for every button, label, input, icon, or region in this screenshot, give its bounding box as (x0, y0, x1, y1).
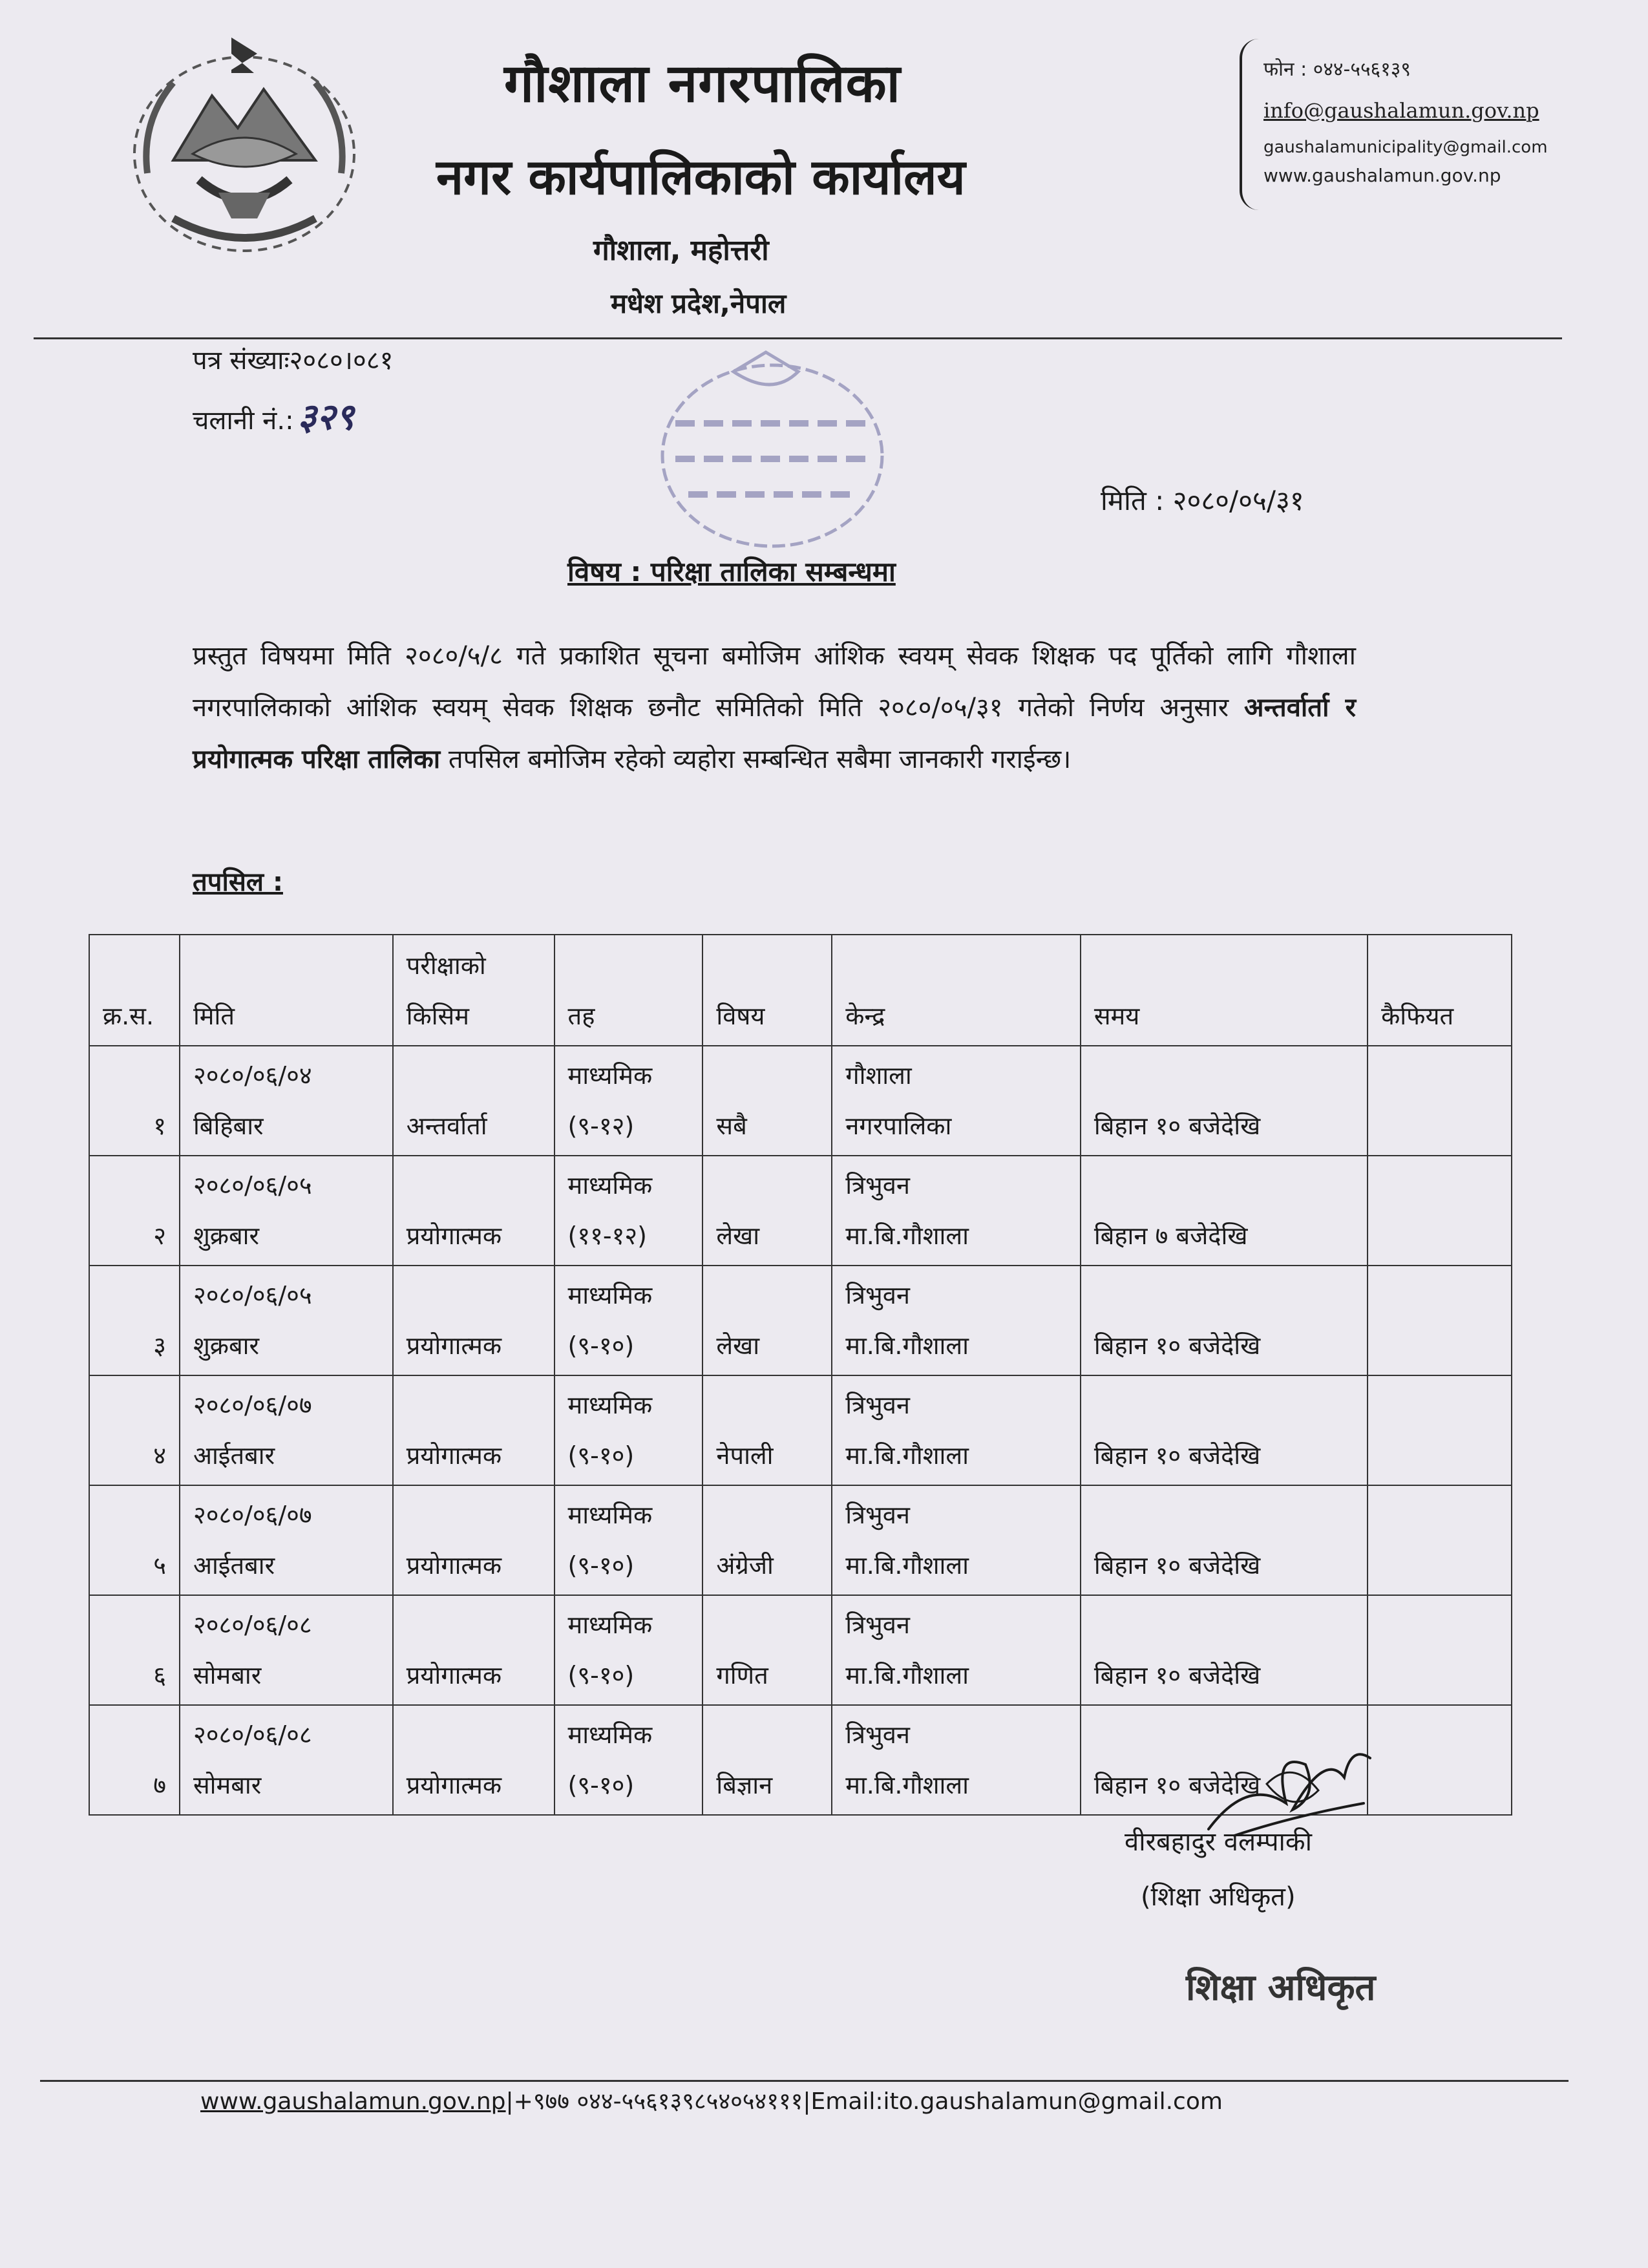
cell-date (180, 1375, 393, 1485)
cell-date-text: आईतबार (193, 1551, 275, 1580)
contact-phone: फोन : ०४४-५५६१३९ (1263, 58, 1411, 81)
cell-sn-text: ७ (153, 1771, 166, 1799)
cell-subject (703, 1595, 832, 1705)
cell-exam-type (393, 1595, 555, 1705)
header-divider (34, 337, 1562, 339)
table-row (89, 1046, 1512, 1156)
letter-subject: विषय : परिक्षा तालिका सम्बन्धमा (567, 556, 896, 588)
cell-center-text: त्रिभुवन (845, 1501, 910, 1529)
address-line-1: गौशाला, महोत्तरी (593, 234, 769, 267)
cell-sn (89, 1156, 180, 1266)
cell-exam-type-text: प्रयोगात्मक (406, 1551, 502, 1580)
cell-date (180, 1156, 393, 1266)
cell-remark (1368, 1485, 1512, 1595)
cell-subject-text: बिज्ञान (716, 1771, 773, 1799)
body-text-2: तपसिल बमोजिम रहेको व्यहोरा सम्बन्धित सबैमा जानकारी गराईन्छ। (440, 745, 1072, 774)
cell-subject-text: गणित (716, 1661, 768, 1690)
footer-divider (40, 2080, 1569, 2082)
contact-website[interactable]: www.gaushalamun.gov.np (1263, 165, 1501, 186)
cell-remark (1368, 1156, 1512, 1266)
letter-date: मिति : २०८०/०५/३१ (1101, 485, 1304, 516)
round-office-stamp-icon (637, 346, 908, 559)
cell-center (832, 1156, 1081, 1266)
cell-level (555, 1595, 703, 1705)
cell-time (1081, 1266, 1368, 1375)
cell-remark (1368, 1046, 1512, 1156)
cell-time (1081, 1485, 1368, 1595)
cell-level (555, 1046, 703, 1156)
cell-sn (89, 1046, 180, 1156)
header-remark: कैफियत (1368, 935, 1512, 1046)
cell-level-text: माध्यमिक (567, 1171, 653, 1200)
cell-center (832, 1595, 1081, 1705)
cell-subject-text: लेखा (716, 1222, 760, 1250)
cell-level (555, 1705, 703, 1815)
cell-subject (703, 1156, 832, 1266)
cell-date-text: बिहिबार (193, 1112, 264, 1140)
cell-level-text: (९-१२) (567, 1112, 635, 1140)
cell-sn-text: ३ (153, 1331, 166, 1360)
cell-center-text: त्रिभुवन (845, 1281, 910, 1309)
cell-center-text: त्रिभुवन (845, 1171, 910, 1200)
cell-date-text: शुक्रबार (193, 1331, 260, 1360)
table-body (89, 1046, 1512, 1815)
cell-subject (703, 1266, 832, 1375)
cell-sn (89, 1485, 180, 1595)
cell-date-text: २०८०/०६/०४ (193, 1061, 312, 1090)
exam-schedule-table (89, 934, 1512, 1816)
cell-time (1081, 1595, 1368, 1705)
cell-subject (703, 1705, 832, 1815)
signatory-name: वीरबहादुर वलम्पाकी (1125, 1827, 1312, 1857)
cell-date (180, 1046, 393, 1156)
cell-exam-type-text: प्रयोगात्मक (406, 1771, 502, 1799)
cell-time-text: बिहान १० बजेदेखि (1093, 1771, 1261, 1799)
table-row (89, 1595, 1512, 1705)
table-header-row (89, 935, 1512, 1046)
cell-level-text: माध्यमिक (567, 1611, 653, 1639)
nepal-emblem-icon (102, 25, 386, 265)
cell-time-text: बिहान १० बजेदेखि (1093, 1331, 1261, 1360)
cell-time (1081, 1046, 1368, 1156)
designation-stamp: शिक्षा अधिकृत (1186, 1967, 1376, 2009)
footer-contact: |+९७७ ०४४-५५६१३९८५४०५४१११|Email:ito.gaushalamun@gmail.com (505, 2088, 1223, 2115)
cell-exam-type-text: अन्तर्वार्ता (406, 1112, 487, 1140)
dispatch-number (193, 391, 354, 440)
cell-time-text: बिहान ७ बजेदेखि (1093, 1222, 1248, 1250)
cell-center (832, 1046, 1081, 1156)
table-row (89, 1375, 1512, 1485)
cell-level-text: (९-१०) (567, 1661, 635, 1690)
cell-subject-text: नेपाली (716, 1441, 774, 1470)
cell-date (180, 1595, 393, 1705)
cell-sn-text: ४ (153, 1441, 166, 1470)
cell-date-text: २०८०/०६/०८ (193, 1611, 312, 1639)
cell-level-text: (९-१०) (567, 1331, 635, 1360)
cell-subject-text: अंग्रेजी (716, 1551, 774, 1580)
header-center: केन्द्र (832, 935, 1081, 1046)
body-text-bold: अन्तर्वार्ता र प्रयोगात्मक परिक्षा तालिका (193, 693, 1356, 774)
ref-value: २०८०।०८१ (289, 346, 394, 376)
cell-remark (1368, 1705, 1512, 1815)
cell-date-text: २०८०/०६/०५ (193, 1281, 312, 1309)
cell-center-text: मा.बि.गौशाला (845, 1551, 969, 1580)
letter-body (193, 630, 1356, 785)
cell-level-text: माध्यमिक (567, 1281, 653, 1309)
cell-center (832, 1266, 1081, 1375)
cell-remark (1368, 1266, 1512, 1375)
cell-date-text: सोमबार (193, 1771, 262, 1799)
cell-date-text: शुक्रबार (193, 1222, 260, 1250)
cell-center-text: मा.बि.गौशाला (845, 1222, 969, 1250)
header-sn: क्र.स. (89, 935, 180, 1046)
cell-exam-type (393, 1266, 555, 1375)
cell-subject-text: सबै (716, 1112, 747, 1140)
cell-center-text: त्रिभुवन (845, 1721, 910, 1749)
cell-time (1081, 1156, 1368, 1266)
cell-time-text: बिहान १० बजेदेखि (1093, 1661, 1261, 1690)
cell-level (555, 1156, 703, 1266)
cell-remark (1368, 1375, 1512, 1485)
cell-date (180, 1485, 393, 1595)
cell-center-text: नगरपालिका (845, 1112, 952, 1140)
cell-center-text: मा.बि.गौशाला (845, 1661, 969, 1690)
header-subject: विषय (703, 935, 832, 1046)
cell-exam-type (393, 1485, 555, 1595)
cell-center (832, 1705, 1081, 1815)
header-time: समय (1081, 935, 1368, 1046)
cell-exam-type (393, 1046, 555, 1156)
header-exam-type-line1: परीक्षाको (406, 951, 486, 980)
cell-subject (703, 1375, 832, 1485)
cell-sn-text: २ (153, 1222, 166, 1250)
cell-time-text: बिहान १० बजेदेखि (1093, 1441, 1261, 1470)
cell-exam-type-text: प्रयोगात्मक (406, 1222, 502, 1250)
cell-sn (89, 1595, 180, 1705)
cell-level-text: (९-१०) (567, 1551, 635, 1580)
cell-center-text: गौशाला (845, 1061, 912, 1090)
cell-date-text: २०८०/०६/०५ (193, 1171, 312, 1200)
header-exam-type-line2: किसिम (406, 1002, 469, 1030)
cell-center (832, 1375, 1081, 1485)
cell-level (555, 1266, 703, 1375)
municipality-title: गौशाला नगरपालिका (504, 53, 901, 114)
cell-level-text: माध्यमिक (567, 1721, 653, 1749)
cell-level-text: माध्यमिक (567, 1501, 653, 1529)
letter-ref-number (193, 341, 393, 377)
cell-sn (89, 1705, 180, 1815)
dispatch-value: ३२९ (297, 396, 354, 438)
tapsil-label: तपसिल : (193, 867, 283, 897)
cell-exam-type (393, 1156, 555, 1266)
cell-level-text: माध्यमिक (567, 1061, 653, 1090)
cell-center-text: त्रिभुवन (845, 1391, 910, 1419)
cell-date-text: आईतबार (193, 1441, 275, 1470)
cell-date (180, 1266, 393, 1375)
cell-remark (1368, 1595, 1512, 1705)
cell-level (555, 1375, 703, 1485)
header-date: मिति (180, 935, 393, 1046)
cell-exam-type-text: प्रयोगात्मक (406, 1661, 502, 1690)
cell-time-text: बिहान १० बजेदेखि (1093, 1551, 1261, 1580)
cell-center-text: मा.बि.गौशाला (845, 1331, 969, 1360)
footer (200, 2084, 1223, 2116)
cell-date-text: सोमबार (193, 1661, 262, 1690)
cell-time (1081, 1375, 1368, 1485)
table-row (89, 1266, 1512, 1375)
office-title: नगर कार्यपालिकाको कार्यालय (436, 148, 966, 206)
cell-level-text: माध्यमिक (567, 1391, 653, 1419)
cell-exam-type (393, 1705, 555, 1815)
cell-sn (89, 1375, 180, 1485)
cell-date-text: २०८०/०६/०७ (193, 1501, 312, 1529)
table-row (89, 1485, 1512, 1595)
header-exam-type (393, 935, 555, 1046)
cell-exam-type-text: प्रयोगात्मक (406, 1441, 502, 1470)
cell-level-text: (११-१२) (567, 1222, 647, 1250)
header-level: तह (555, 935, 703, 1046)
contact-email[interactable]: info@gaushalamun.gov.np (1263, 98, 1539, 123)
cell-level (555, 1485, 703, 1595)
body-text-1: प्रस्तुत विषयमा मिति २०८०/५/८ गते प्रकाशित सूचना बमोजिम आंशिक स्वयम् सेवक शिक्षक पद पूर्तिको लागि गौशाला नगरपालिकाको आंशिक स्वयम् सेवक शिक्षक छनौट समितिको मिति २०८०/०५/३१ गतेको निर्णय अनुसार (193, 641, 1356, 723)
address-line-2: मधेश प्रदेश,नेपाल (611, 288, 787, 319)
cell-date-text: २०८०/०६/०७ (193, 1391, 312, 1419)
cell-exam-type-text: प्रयोगात्मक (406, 1331, 502, 1360)
cell-sn (89, 1266, 180, 1375)
cell-level-text: (९-१०) (567, 1441, 635, 1470)
cell-center-text: मा.बि.गौशाला (845, 1441, 969, 1470)
cell-center-text: त्रिभुवन (845, 1611, 910, 1639)
cell-exam-type (393, 1375, 555, 1485)
cell-sn-text: १ (153, 1112, 166, 1140)
cell-date-text: २०८०/०६/०८ (193, 1721, 312, 1749)
dispatch-label: चलानी नं.: (193, 406, 294, 436)
cell-center-text: मा.बि.गौशाला (845, 1771, 969, 1799)
table-row (89, 1156, 1512, 1266)
cell-subject (703, 1485, 832, 1595)
cell-sn-text: ६ (153, 1661, 166, 1690)
cell-center (832, 1485, 1081, 1595)
signatory-designation: (शिक्षा अधिकृत) (1141, 1882, 1296, 1912)
cell-time-text: बिहान १० बजेदेखि (1093, 1112, 1261, 1140)
ref-label: पत्र संख्याः (193, 346, 290, 376)
footer-website[interactable]: www.gaushalamun.gov.np (200, 2088, 506, 2115)
cell-level-text: (९-१०) (567, 1771, 635, 1799)
cell-subject-text: लेखा (716, 1331, 760, 1360)
contact-gmail[interactable]: gaushalamunicipality@gmail.com (1263, 138, 1548, 157)
cell-sn-text: ५ (153, 1551, 166, 1580)
cell-subject (703, 1046, 832, 1156)
cell-date (180, 1705, 393, 1815)
